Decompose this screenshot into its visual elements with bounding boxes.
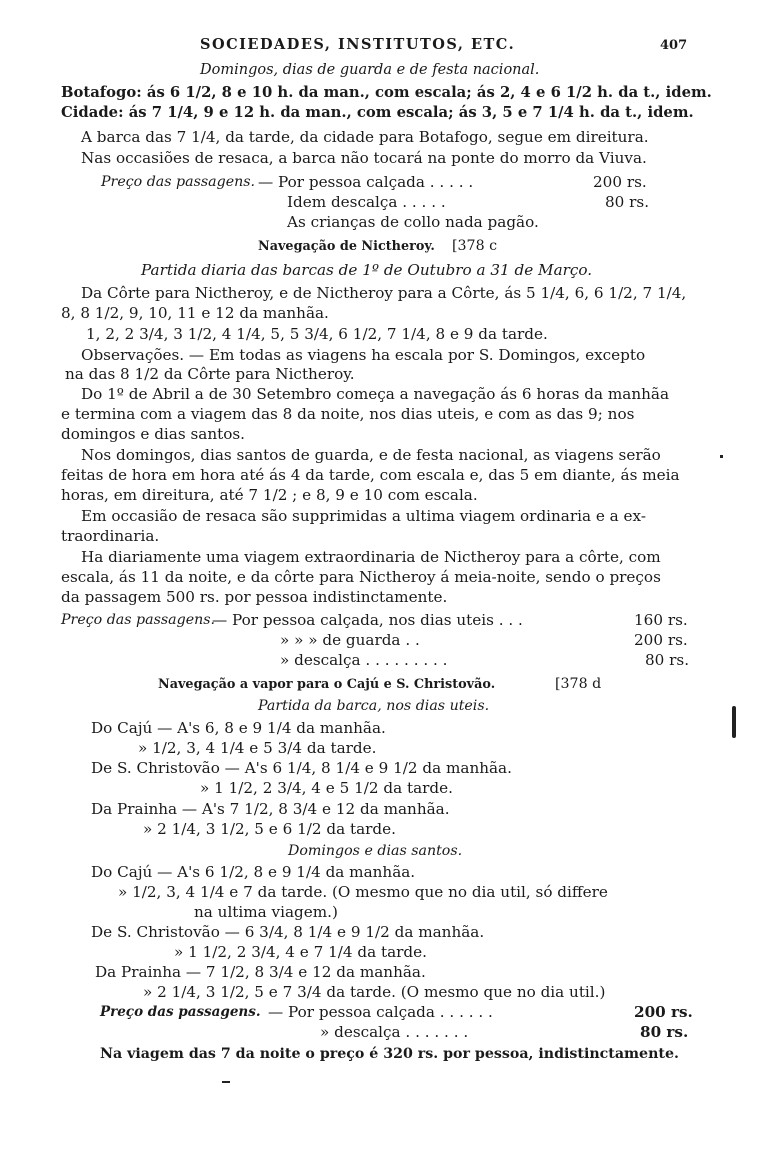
observation-line: Observações. — Em todas as viagens ha escala por S. Domingos, excepto xyxy=(81,346,646,364)
observation-line: na das 8 1/2 da Côrte para Nictheroy. xyxy=(65,365,355,383)
schedule-line: Do Cajú — A's 6, 8 e 9 1/4 da manhãa. xyxy=(91,719,386,737)
section-subtitle: Partida da barca, nos dias uteis. xyxy=(258,698,490,714)
price-desc: — Por pessoa calçada . . . . . . xyxy=(268,1003,493,1021)
schedule-line: Da Côrte para Nictheroy, e de Nictheroy para a Côrte, ás 5 1/4, 6, 6 1/2, 7 1/4, xyxy=(81,284,687,302)
paragraph-line: horas, em direitura, até 7 1/2 ; e 8, 9 e 10 com escala. xyxy=(61,486,478,504)
price-desc: — Por pessoa calçada . . . . . xyxy=(258,173,474,191)
price-value: 160 rs. xyxy=(634,611,688,629)
schedule-line: Botafogo: ás 6 1/2, 8 e 10 h. da man., com escala; ás 2, 4 e 6 1/2 h. da t., idem. xyxy=(61,84,712,101)
schedule-line: Da Prainha — 7 1/2, 8 3/4 e 12 da manhãa. xyxy=(95,963,426,981)
schedule-line: De S. Christovão — A's 6 1/4, 8 1/4 e 9 1/2 da manhãa. xyxy=(91,759,512,777)
schedule-line: » 1 1/2, 2 3/4, 4 e 7 1/4 da tarde. xyxy=(174,943,427,961)
paragraph-line: e termina com a viagem das 8 da noite, nos dias uteis, e com as das 9; nos xyxy=(61,405,635,423)
schedule-line: » 1/2, 3, 4 1/4 e 5 3/4 da tarde. xyxy=(138,739,377,757)
paragraph-line: Nos domingos, dias santos de guarda, e de festa nacional, as viagens serão xyxy=(81,446,661,464)
section-title: Navegação a vapor para o Cajú e S. Christovão. xyxy=(158,677,496,692)
schedule-line: » 2 1/4, 3 1/2, 5 e 6 1/2 da tarde. xyxy=(143,820,396,838)
price-value: 80 rs. xyxy=(645,651,690,669)
section-subtitle: Partida diaria das barcas de 1º de Outubro a 31 de Março. xyxy=(141,261,593,279)
paragraph-line: feitas de hora em hora até ás 4 da tarde, com escala e, das 5 em diante, ás meia xyxy=(61,466,680,484)
price-value: 200 rs. xyxy=(593,173,647,191)
schedule-line: Do Cajú — A's 6 1/2, 8 e 9 1/4 da manhãa. xyxy=(91,863,416,881)
schedule-line: 8, 8 1/2, 9, 10, 11 e 12 da manhãa. xyxy=(61,304,329,322)
paragraph-line: domingos e dias santos. xyxy=(61,425,245,443)
price-desc: Idem descalça . . . . . xyxy=(287,193,446,211)
paragraph-line: Ha diariamente uma viagem extraordinaria de Nictheroy para a côrte, com xyxy=(81,548,661,566)
section-ref: [378 d xyxy=(555,676,602,692)
margin-dash-mark xyxy=(222,1081,230,1083)
schedule-line: Nas occasiões de resaca, a barca não tocará na ponte do morro da Viuva. xyxy=(81,149,647,167)
paragraph-line: traordinaria. xyxy=(61,527,160,545)
section-subtitle: Domingos e dias santos. xyxy=(288,843,463,859)
schedule-line: Cidade: ás 7 1/4, 9 e 12 h. da man., com escala; ás 3, 5 e 7 1/4 h. da t., idem. xyxy=(61,104,694,121)
schedule-line: 1, 2, 2 3/4, 3 1/2, 4 1/4, 5, 5 3/4, 6 1/2, 7 1/4, 8 e 9 da tarde. xyxy=(86,325,548,343)
schedule-line: » 1 1/2, 2 3/4, 4 e 5 1/2 da tarde. xyxy=(200,779,453,797)
price-desc: » » » de guarda . . xyxy=(280,631,420,649)
schedule-line: De S. Christovão — 6 3/4, 8 1/4 e 9 1/2 da manhãa. xyxy=(91,923,485,941)
section-ref: [378 c xyxy=(452,238,498,254)
price-value: 200 rs. xyxy=(634,1003,693,1021)
price-label: Preço das passagens. xyxy=(101,174,256,190)
price-value: 80 rs. xyxy=(605,193,650,211)
section-subtitle: Domingos, dias de guarda e de festa nacional. xyxy=(200,62,540,78)
price-desc: » descalça . . . . . . . xyxy=(320,1023,469,1041)
page-number: 407 xyxy=(660,38,688,53)
price-value: 200 rs. xyxy=(634,631,688,649)
price-desc: — Por pessoa calçada, nos dias uteis . . . xyxy=(212,611,523,629)
paragraph-line: Do 1º de Abril a de 30 Setembro começa a navegação ás 6 horas da manhãa xyxy=(81,385,670,403)
price-label: Preço das passagens. xyxy=(100,1004,261,1020)
price-desc: » descalça . . . . . . . . . xyxy=(280,651,448,669)
margin-bracket-mark xyxy=(732,706,736,738)
schedule-line: » 2 1/4, 3 1/2, 5 e 7 3/4 da tarde. (O mesmo que no dia util.) xyxy=(143,983,606,1001)
schedule-line: » 1/2, 3, 4 1/4 e 7 da tarde. (O mesmo que no dia util, só differe xyxy=(118,883,608,901)
schedule-line: A barca das 7 1/4, da tarde, da cidade para Botafogo, segue em direitura. xyxy=(81,128,649,146)
price-note: As crianças de collo nada pagão. xyxy=(287,213,539,231)
paragraph-line: da passagem 500 rs. por pessoa indistinctamente. xyxy=(61,588,448,606)
schedule-line: na ultima viagem.) xyxy=(194,903,338,921)
footer-note: Na viagem das 7 da noite o preço é 320 rs. por pessoa, indistinctamente. xyxy=(100,1046,679,1062)
margin-dot-mark xyxy=(720,455,723,458)
running-header-title: SOCIEDADES, INSTITUTOS, ETC. xyxy=(200,36,516,53)
price-label: Preço das passagens. xyxy=(61,612,216,628)
price-value: 80 rs. xyxy=(640,1023,689,1041)
paragraph-line: escala, ás 11 da noite, e da côrte para Nictheroy á meia-noite, sendo o preços xyxy=(61,568,661,586)
schedule-line: Da Prainha — A's 7 1/2, 8 3/4 e 12 da manhãa. xyxy=(91,800,450,818)
section-title: Navegação de Nictheroy. xyxy=(258,239,435,254)
paragraph-line: Em occasião de resaca são supprimidas a ultima viagem ordinaria e a ex- xyxy=(81,507,646,525)
